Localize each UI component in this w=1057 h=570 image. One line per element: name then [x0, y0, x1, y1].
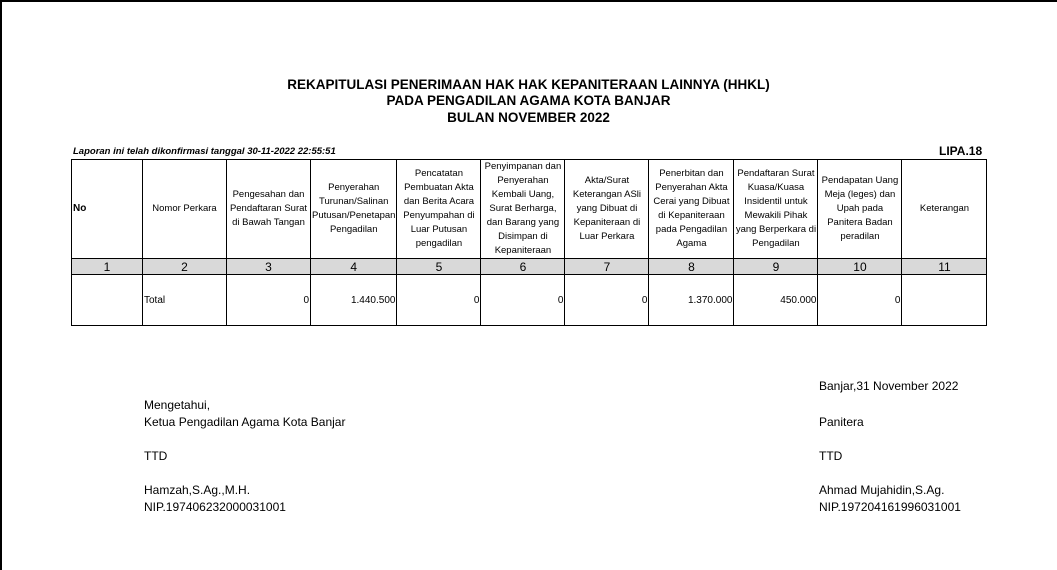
left-title: Ketua Pengadilan Agama Kota Banjar [144, 415, 346, 429]
col-header-deposit-storage: Penyimpanan dan Penyerahan Kembali Uang, Surat Berharga, dan Barang yang Disimpan di Kepaniteraan [481, 160, 565, 259]
column-number-row [72, 259, 987, 275]
right-signatory-name: Ahmad Mujahidin,S.Ag. [819, 483, 945, 497]
column-number: 1 [72, 259, 143, 275]
left-signatory-name: Hamzah,S.Ag.,M.H. [144, 483, 251, 497]
left-ttd: TTD [144, 449, 168, 463]
total-cell-remarks [902, 275, 987, 326]
column-number: 3 [227, 259, 311, 275]
col-header-divorce-deed: Penerbitan dan Penyerahan Akta Cerai yang Dibuat di Kepaniteraan pada Pengadilan Agama [649, 160, 734, 259]
total-cell: 0 [565, 275, 649, 326]
report-period: BULAN NOVEMBER 2022 [447, 110, 610, 125]
total-cell: 0 [818, 275, 902, 326]
confirmation-note: Laporan ini telah dikonfirmasi tanggal 30-11-2022 22:55:51 [73, 146, 336, 157]
header-row [72, 160, 987, 259]
total-label: Total [143, 275, 227, 326]
col-header-leges-income: Pendapatan Uang Meja (leges) dan Upah pada Panitera Badan peradilan [818, 160, 902, 259]
total-cell: 450.000 [734, 275, 818, 326]
right-place-date: Banjar,31 November 2022 [819, 379, 959, 393]
col-header-case-number: Nomor Perkara [143, 160, 227, 259]
left-acknowledgement: Mengetahui, [144, 398, 211, 412]
column-number: 11 [902, 259, 987, 275]
total-cell: 1.440.500 [311, 275, 397, 326]
col-header-verdict-copy: Penyerahan Turunan/Salinan Putusan/Penetapan Pengadilan [311, 160, 397, 259]
right-ttd: TTD [819, 449, 843, 463]
col-header-original-deed: Akta/Surat Keterangan ASli yang Dibuat di Kepaniteraan di Luar Perkara [565, 160, 649, 259]
col-header-deed-recording: Pencatatan Pembuatan Akta dan Berita Acara Penyumpahan di Luar Putusan pengadilan [397, 160, 481, 259]
column-number: 2 [143, 259, 227, 275]
column-number: 5 [397, 259, 481, 275]
hhkl-table [71, 159, 987, 326]
column-number: 9 [734, 259, 818, 275]
total-cell: 0 [227, 275, 311, 326]
total-row [72, 275, 987, 326]
col-header-remarks: Keterangan [902, 160, 987, 259]
left-signatory-nip: NIP.197406232000031001 [144, 500, 286, 514]
column-number: 6 [481, 259, 565, 275]
right-title: Panitera [819, 415, 864, 429]
total-cell-no [72, 275, 143, 326]
total-cell: 0 [397, 275, 481, 326]
column-number: 10 [818, 259, 902, 275]
report-court: PADA PENGADILAN AGAMA KOTA BANJAR [386, 93, 671, 108]
right-signatory-nip: NIP.197204161996031001 [819, 500, 961, 514]
report-title: REKAPITULASI PENERIMAAN HAK HAK KEPANITERAAN LAINNYA (HHKL) [287, 77, 770, 92]
total-cell: 0 [481, 275, 565, 326]
col-header-letter-registration: Pengesahan dan Pendaftaran Surat di Bawah Tangan [227, 160, 311, 259]
column-number: 8 [649, 259, 734, 275]
total-cell: 1.370.000 [649, 275, 734, 326]
col-header-no: No [72, 160, 143, 259]
column-number: 7 [565, 259, 649, 275]
page-border-top [0, 0, 1057, 2]
col-header-power-of-attorney: Pendaftaran Surat Kuasa/Kuasa Insidentil untuk Mewakili Pihak yang Berperkara di Pengadilan [734, 160, 818, 259]
report-code: LIPA.18 [939, 144, 983, 158]
column-number: 4 [311, 259, 397, 275]
